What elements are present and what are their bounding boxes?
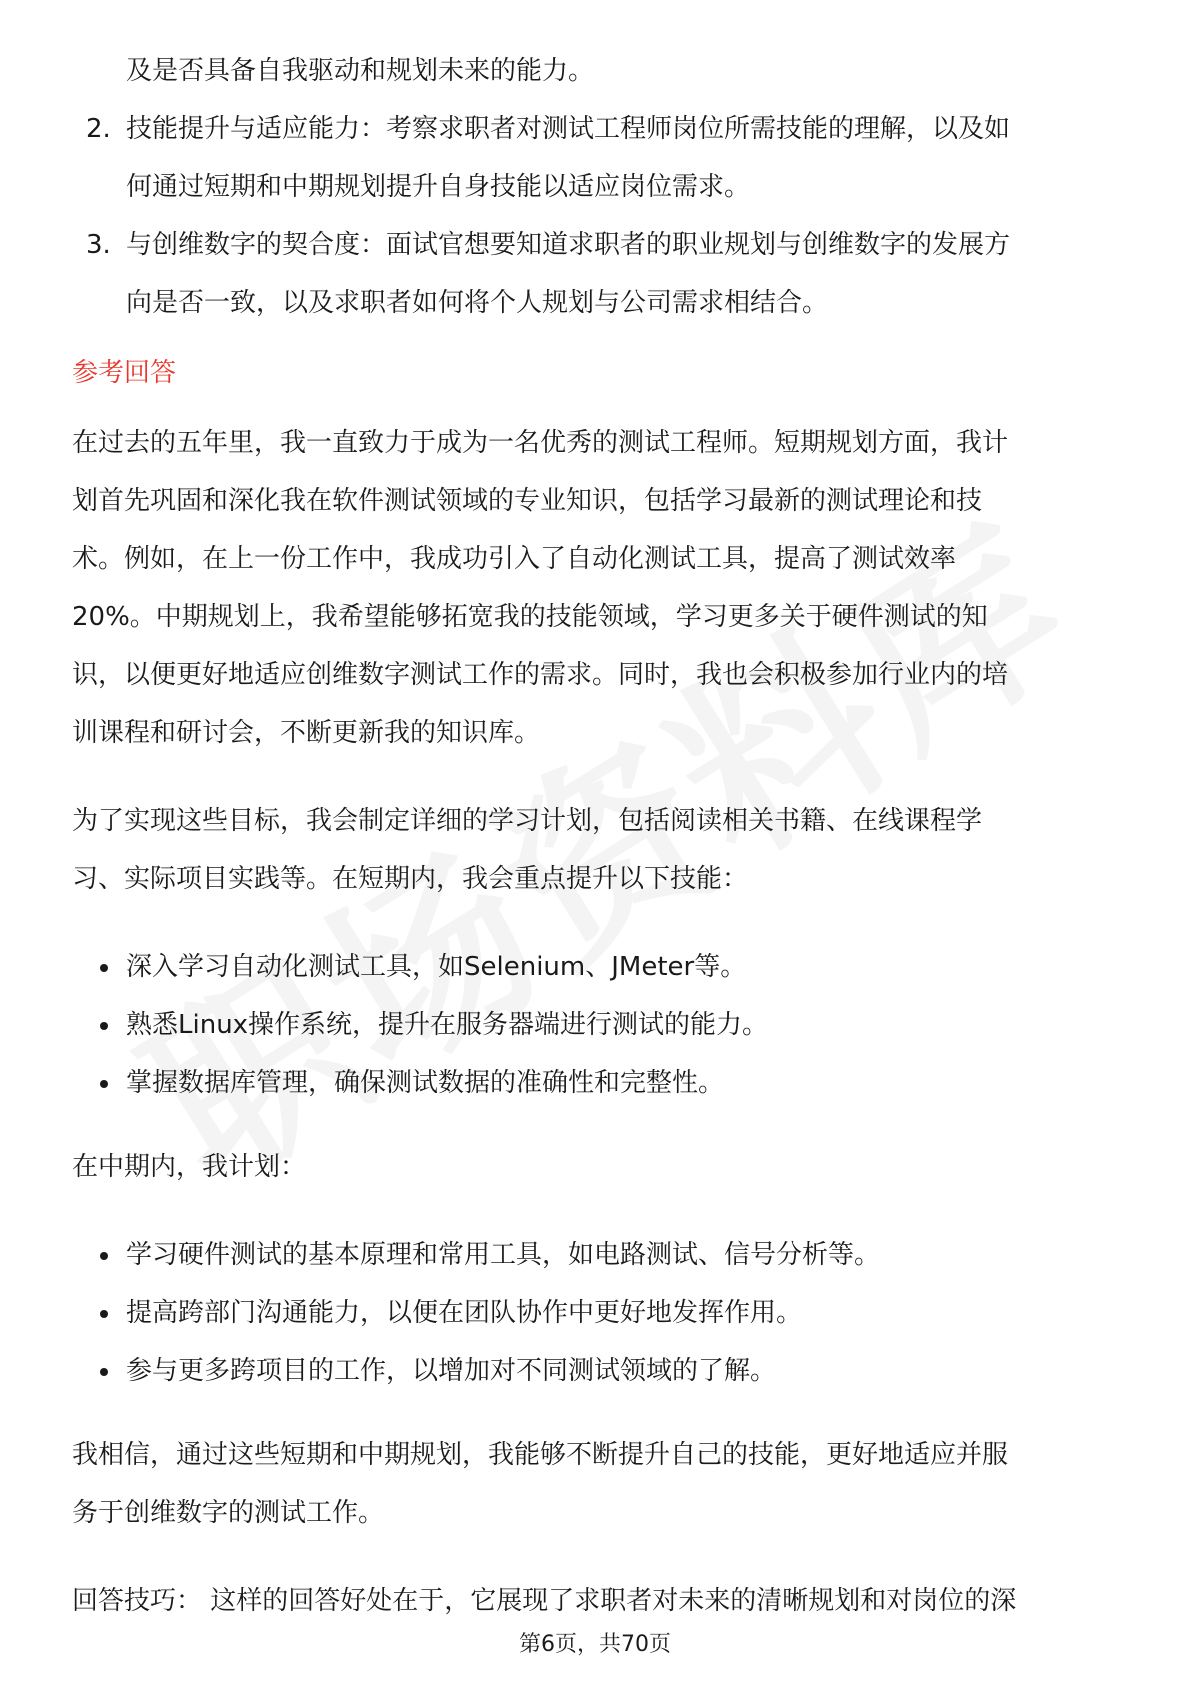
bullet-icon [100,1368,108,1376]
list-item [72,216,1122,332]
paragraph-line: 在过去的五年里，我一直致力于成为一名优秀的测试工程师。短期规划方面，我计 [72,428,1009,458]
paragraph-line: 在中期内，我计划： [72,1152,307,1182]
paragraph-line: 为了实现这些目标，我会制定详细的学习计划，包括阅读相关书籍、在线课程学 [72,806,983,836]
list-item-text: 深入学习自动化测试工具，如Selenium、JMeter等。 [126,952,747,982]
page-content [72,42,1122,1630]
list-item-text: 技能提升与适应能力：考察求职者对测试工程师岗位所需技能的理解，以及如 [126,114,1011,144]
list-item [72,1226,1122,1284]
paragraph-line: 划首先巩固和深化我在软件测试领域的专业知识，包括学习最新的测试理论和技 [72,486,983,516]
paragraph-line: 习、实际项目实践等。在短期内，我会重点提升以下技能： [72,864,749,894]
bullet-icon [100,1252,108,1260]
list-item-text: 学习硬件测试的基本原理和常用工具，如电路测试、信号分析等。 [126,1240,881,1270]
list-item-1-continuation: 及是否具备自我驱动和规划未来的能力。 [126,56,595,86]
list-item-text: 向是否一致，以及求职者如何将个人规划与公司需求相结合。 [126,288,829,318]
list-item [72,1054,1122,1112]
paragraph-line: 术。例如，在上一份工作中，我成功引入了自动化测试工具，提高了测试效率 [72,544,957,574]
paragraph-line: 训课程和研讨会，不断更新我的知识库。 [72,718,541,748]
list-item-text: 何通过短期和中期规划提升自身技能以适应岗位需求。 [126,172,751,202]
paragraph-line: 识，以便更好地适应创维数字测试工作的需求。同时，我也会积极参加行业内的培 [72,660,1009,690]
list-item-text: 掌握数据库管理，确保测试数据的准确性和完整性。 [126,1068,725,1098]
bullet-list-short-term [72,938,1122,1112]
list-item [72,938,1122,996]
bullet-icon [100,1310,108,1318]
list-item-text: 熟悉Linux操作系统，提升在服务器端进行测试的能力。 [126,1010,769,1040]
section-heading-reference-answer: 参考回答 [72,358,177,388]
list-item-text: 参与更多跨项目的工作，以增加对不同测试领域的了解。 [126,1356,777,1386]
bullet-icon [100,1022,108,1030]
paragraph [72,414,1122,762]
list-item-text: 与创维数字的契合度：面试官想要知道求职者的职业规划与创维数字的发展方 [126,230,1011,260]
bullet-icon [100,1080,108,1088]
list-item [72,1284,1122,1342]
answer-tip: 回答技巧： 这样的回答好处在于，它展现了求职者对未来的清晰规划和对岗位的深 [72,1586,1017,1616]
bullet-icon [100,964,108,972]
paragraph [72,1426,1122,1542]
paragraph-line: 20%。中期规划上，我希望能够拓宽我的技能领域，学习更多关于硬件测试的知 [72,602,988,632]
bullet-list-mid-term [72,1226,1122,1400]
paragraph [72,792,1122,908]
list-number: 3. [86,230,111,260]
list-number: 2. [86,114,111,144]
paragraph-line: 我相信，通过这些短期和中期规划，我能够不断提升自己的技能，更好地适应并服 [72,1440,1009,1470]
list-item [72,1342,1122,1400]
list-item-text: 提高跨部门沟通能力，以便在团队协作中更好地发挥作用。 [126,1298,803,1328]
page-number: 第6页，共70页 [519,1632,671,1657]
paragraph-line: 务于创维数字的测试工作。 [72,1498,385,1528]
list-item [72,100,1122,216]
paragraph [72,1138,1122,1196]
list-item [72,996,1122,1054]
